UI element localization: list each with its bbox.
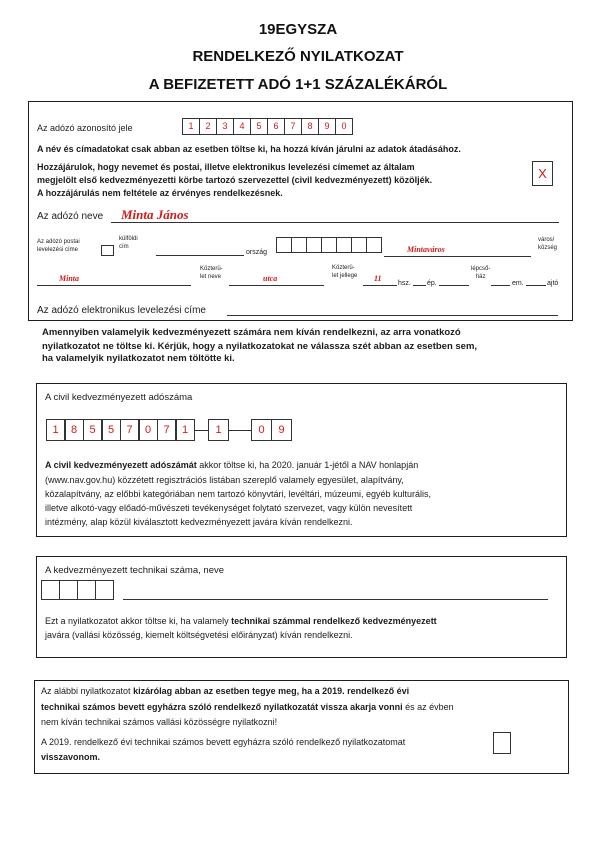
civil-info-line: intézmény, alap közül kiválasztott kedvezményezett javára kíván rendelkezni. <box>45 517 353 527</box>
taxpayer-section <box>28 101 573 321</box>
city-label: város/ község <box>538 237 558 251</box>
civil-beneficiary-section <box>36 383 567 537</box>
postcode-digit[interactable] <box>291 237 307 253</box>
city-field[interactable] <box>384 243 531 257</box>
house-number-label: hsz. <box>398 280 411 287</box>
consent-text-line: megjelölt első kedvezményezetti körbe tartozó szervezettel (civil kedvezményezett) közöljék. <box>37 175 433 185</box>
email-label: Az adózó elektronikus levelezési címe <box>37 305 206 316</box>
tax-id-digit[interactable]: 3 <box>216 118 234 135</box>
door-field[interactable] <box>526 272 546 286</box>
consent-checkbox[interactable]: X <box>532 161 553 186</box>
civil-tax-number-digit[interactable]: 0 <box>139 419 158 441</box>
civil-tax-number-digit[interactable]: 7 <box>157 419 176 441</box>
revocation-info-line: technikai számos bevett egyházra szóló rendelkező nyilatkozatát vissza akarja vonni és az évben <box>41 702 454 712</box>
house-number-value: 11 <box>374 274 382 283</box>
civil-tax-number-digit[interactable]: 1 <box>208 419 229 441</box>
foreign-address-label: külföldi cím <box>119 236 138 250</box>
civil-info-line: közalapítvány, az előbbi kategóriában nem tartozó könyvtári, levéltári, múzeumi, egyéb kulturális, <box>45 489 432 499</box>
postcode-digit[interactable] <box>321 237 337 253</box>
civil-tax-number-digit[interactable]: 9 <box>271 419 292 441</box>
building-field[interactable] <box>413 272 426 286</box>
house-number-field[interactable] <box>363 272 397 286</box>
civil-tax-number-digit[interactable]: 8 <box>65 419 84 441</box>
technical-info-line: javára (vallási közösség, kiemelt költségvetési előirányzat) kíván rendelkezni. <box>45 630 353 640</box>
street-name-label: Közterü- let neve <box>200 266 223 280</box>
form-code: 19EGYSZA <box>258 21 338 38</box>
street-type-label: Közterü- let jellege <box>332 265 358 279</box>
country-field[interactable] <box>156 243 244 256</box>
street-name-field[interactable] <box>37 272 191 286</box>
civil-tax-number-digit[interactable]: 1 <box>176 419 195 441</box>
revocation-statement: A 2019. rendelkező évi technikai számos bevett egyházra szóló rendelkező nyilatkozatomat <box>41 737 406 747</box>
street-type-value: utca <box>263 274 278 283</box>
street-name-value: Minta <box>59 274 80 283</box>
tax-id-digit[interactable]: 9 <box>318 118 336 135</box>
postal-address-label: Az adózó postai levelezési címe <box>37 239 80 253</box>
civil-tax-number-digit[interactable]: 7 <box>120 419 139 441</box>
postcode-digit[interactable] <box>336 237 352 253</box>
civil-tax-number-label: A civil kedvezményezett adószáma <box>45 392 193 403</box>
consent-text-line: A hozzájárulás nem feltétele az érvényes rendelkezésnek. <box>37 188 283 198</box>
revocation-info-line: Az alábbi nyilatkozatot kizárólag abban az esetben tegye meg, ha a 2019. rendelkező évi <box>41 686 410 696</box>
form-title: RENDELKEZŐ NYILATKOZAT <box>192 48 404 65</box>
tax-number-separator <box>229 430 251 431</box>
country-label: ország <box>246 249 268 256</box>
civil-info-line: (www.nav.gov.hu) közzétett regisztrációs listában szereplő valamely egyesület, alapítvány, <box>45 475 404 485</box>
consent-text-line: Hozzájárulok, hogy nevemet és postai, illetve elektronikus levelezési címemet az általam <box>37 162 415 172</box>
tax-number-separator <box>194 430 208 431</box>
name-value: Minta János <box>121 207 189 222</box>
postcode-digit[interactable] <box>306 237 322 253</box>
civil-tax-number-digit[interactable]: 5 <box>102 419 121 441</box>
tax-id-digit[interactable]: 6 <box>267 118 285 135</box>
civil-info-line: A civil kedvezményezett adószámát akkor töltse ki, ha 2020. január 1-jétől a NAV honlapján <box>45 460 419 470</box>
door-label: ajtó <box>547 280 559 287</box>
tax-id-digit[interactable]: 7 <box>284 118 302 135</box>
street-type-field[interactable] <box>229 272 324 286</box>
civil-tax-number-digit[interactable]: 0 <box>251 419 272 441</box>
floor-label: em. <box>512 280 524 287</box>
foreign-address-checkbox[interactable] <box>101 245 114 256</box>
consent-note: A név és címadatokat csak abban az esetben töltse ki, ha hozzá kíván járulni az adatok átadásához. <box>37 144 461 154</box>
technical-number-digit[interactable] <box>77 580 96 600</box>
staircase-field[interactable] <box>439 272 469 286</box>
revocation-checkbox[interactable] <box>493 732 511 754</box>
technical-number-digit[interactable] <box>41 580 60 600</box>
tax-id-digit[interactable]: 4 <box>233 118 251 135</box>
revocation-statement-end: visszavonom. <box>41 752 101 762</box>
staircase-label: lépcső- ház <box>471 266 491 280</box>
revocation-section <box>34 680 569 774</box>
technical-number-digit[interactable] <box>95 580 114 600</box>
civil-tax-number-digit[interactable]: 5 <box>83 419 102 441</box>
revocation-info-line: nem kíván technikai számos vallási közösségre nyilatkozni! <box>41 717 278 727</box>
tax-id-digit[interactable]: 1 <box>182 118 200 135</box>
floor-field[interactable] <box>491 272 510 286</box>
technical-number-digit[interactable] <box>59 580 78 600</box>
civil-info-line: illetve alkotó-vagy előadó-művészeti tevékenységet folytató szervezet, vagy külön nevesített <box>45 503 413 513</box>
technical-beneficiary-section <box>36 556 567 658</box>
postcode-digit[interactable] <box>276 237 292 253</box>
tax-id-digit[interactable]: 0 <box>335 118 353 135</box>
postcode-digit[interactable] <box>351 237 367 253</box>
tax-id-digit[interactable]: 5 <box>250 118 268 135</box>
city-value: Mintaváros <box>407 245 445 254</box>
technical-beneficiary-name-field[interactable] <box>123 587 548 600</box>
tax-id-label: Az adózó azonosító jele <box>37 123 133 133</box>
form-subtitle: A BEFIZETETT ADÓ 1+1 SZÁZALÉKÁRÓL <box>148 76 448 93</box>
technical-info-line: Ezt a nyilatkozatot akkor töltse ki, ha valamely technikai számmal rendelkező kedvezményezett <box>45 616 437 626</box>
civil-tax-number-digit[interactable]: 1 <box>46 419 65 441</box>
postcode-digit[interactable] <box>366 237 382 253</box>
tax-id-digit[interactable]: 2 <box>199 118 217 135</box>
technical-number-label: A kedvezményezett technikai száma, neve <box>45 565 225 576</box>
name-label: Az adózó neve <box>37 211 104 222</box>
tax-id-digit[interactable]: 8 <box>301 118 319 135</box>
name-field[interactable] <box>111 206 559 223</box>
email-field[interactable] <box>227 302 558 316</box>
notice-line: ha valamelyik nyilatkozatot nem töltötte ki. <box>42 353 235 364</box>
notice-line: nyilatkozatot ne töltse ki. Kérjük, hogy a nyilatkozatokat ne válassza szét abban az esetben sem, <box>42 341 478 352</box>
notice-line: Amennyiben valamelyik kedvezményezett számára nem kíván rendelkezni, az arra vonatkozó <box>42 327 461 338</box>
building-label: ép. <box>427 280 437 287</box>
